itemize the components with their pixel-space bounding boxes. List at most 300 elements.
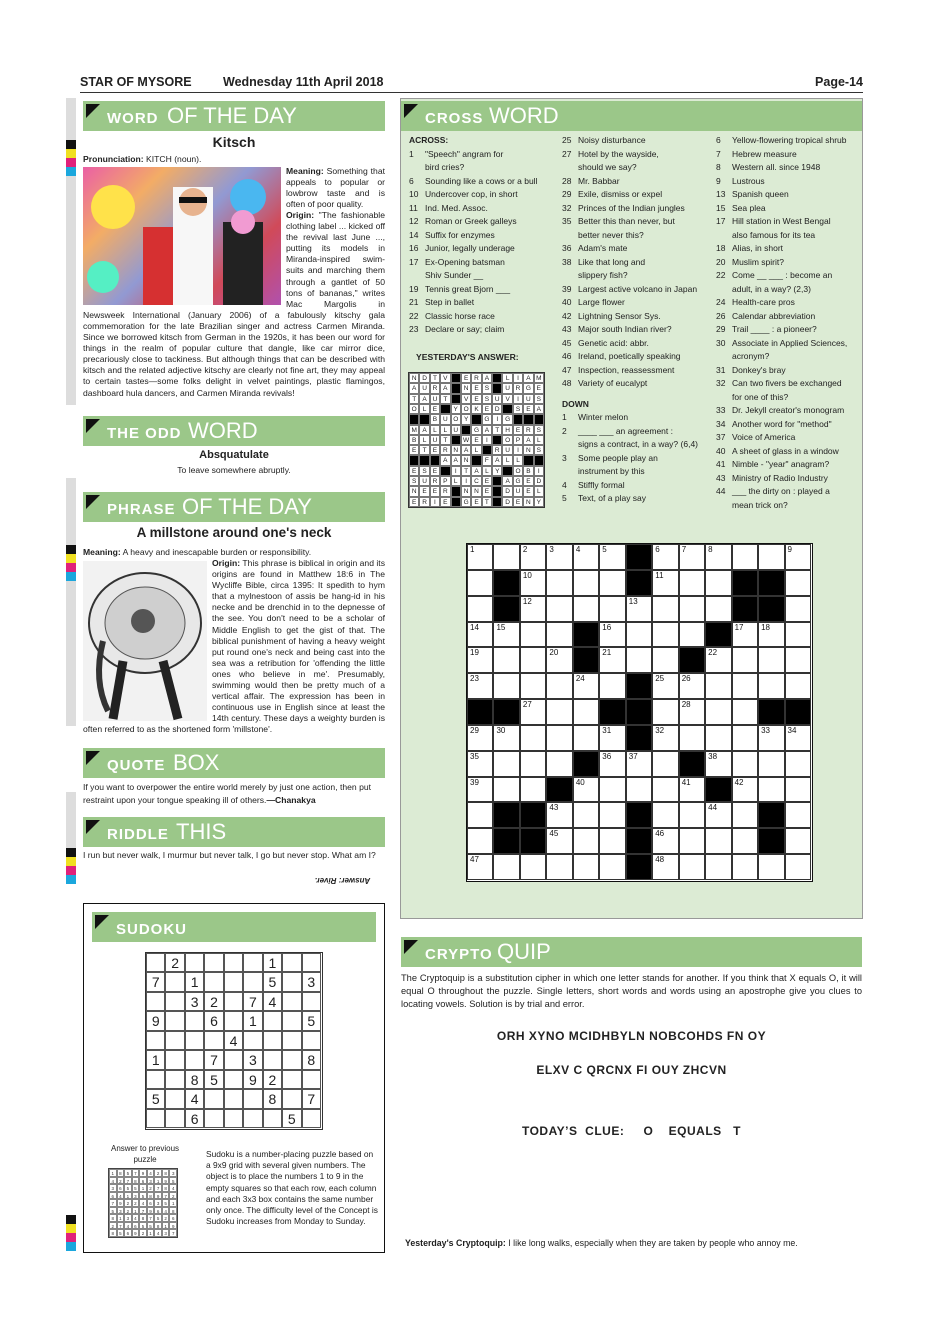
- crossword-cell[interactable]: [652, 570, 678, 596]
- sudoku-cell[interactable]: [263, 1109, 282, 1128]
- crossword-cell[interactable]: [546, 828, 572, 854]
- clue-text: Text, of a play say: [578, 493, 647, 503]
- crossword-cell[interactable]: [785, 544, 811, 570]
- crossword-cell[interactable]: [785, 854, 811, 880]
- crossword-cell[interactable]: [467, 622, 493, 648]
- clue-text: A sheet of glass in a window: [732, 445, 839, 456]
- cell-number: 18: [761, 622, 770, 632]
- sudoku-cell[interactable]: [146, 953, 165, 972]
- crossword-cell[interactable]: [546, 622, 572, 648]
- yesterday-cell: L: [513, 455, 523, 465]
- crossword-cell[interactable]: [493, 673, 519, 699]
- yesterday-cell: E: [523, 486, 533, 496]
- cell-number: 42: [734, 777, 744, 787]
- yesterday-cell: E: [523, 404, 533, 414]
- previous-sudoku-cell: 6: [139, 1177, 147, 1185]
- clue-number: 28: [562, 175, 572, 186]
- quote-author: —Chanakya: [266, 795, 316, 805]
- previous-sudoku-cell: 8: [169, 1207, 177, 1215]
- clue-text: Ireland, poetically speaking: [578, 351, 681, 361]
- sudoku-cell[interactable]: [302, 992, 321, 1011]
- previous-sudoku-cell: 5: [109, 1207, 117, 1215]
- crossword-cell[interactable]: [652, 777, 678, 803]
- sudoku-cell[interactable]: [263, 1031, 282, 1050]
- crossword-cell[interactable]: [732, 828, 758, 854]
- crossword-cell[interactable]: [573, 725, 599, 751]
- sudoku-cell[interactable]: [224, 1089, 243, 1108]
- yesterday-answer-heading: YESTERDAY'S ANSWER:: [416, 352, 519, 362]
- sudoku-cell[interactable]: [282, 992, 301, 1011]
- cell-number: 28: [681, 700, 691, 710]
- crossword-cell[interactable]: [652, 699, 678, 725]
- sudoku-cell[interactable]: [282, 953, 301, 972]
- sudoku-cell[interactable]: [165, 1031, 184, 1050]
- crossword-black-cell: [599, 699, 625, 725]
- cell-number: 25: [655, 674, 665, 684]
- crossword-cell[interactable]: [546, 647, 572, 673]
- sudoku-cell[interactable]: [224, 972, 243, 991]
- crossword-cell[interactable]: [599, 622, 625, 648]
- yesterday-cell: R: [523, 425, 533, 435]
- yesterday-cell: [502, 404, 512, 414]
- crossword-cell[interactable]: [493, 777, 519, 803]
- crossword-cell[interactable]: [679, 596, 705, 622]
- crossword-cell[interactable]: [520, 699, 546, 725]
- sudoku-cell[interactable]: [165, 972, 184, 991]
- cell-number: 37: [628, 751, 638, 761]
- crossword-black-cell: [520, 802, 546, 828]
- yesterday-cell: R: [419, 497, 429, 507]
- sudoku-cell[interactable]: [204, 1089, 223, 1108]
- yesterday-cell: A: [534, 404, 544, 414]
- crossword-cell[interactable]: [705, 596, 731, 622]
- crossword-cell[interactable]: [758, 544, 784, 570]
- crossword-cell[interactable]: [758, 647, 784, 673]
- yesterday-cell: E: [409, 445, 419, 455]
- crossword-cell[interactable]: [732, 622, 758, 648]
- sudoku-cell[interactable]: [165, 1109, 184, 1128]
- sudoku-cell[interactable]: [282, 1089, 301, 1108]
- crossword-cell[interactable]: [679, 725, 705, 751]
- previous-sudoku-cell: 8: [154, 1222, 162, 1230]
- sudoku-cell[interactable]: [282, 1070, 301, 1089]
- clue-number: 32: [562, 202, 572, 213]
- sudoku-cell[interactable]: [243, 1031, 262, 1050]
- crossword-cell[interactable]: [705, 854, 731, 880]
- crossword-cell[interactable]: [705, 570, 731, 596]
- crossword-cell[interactable]: [493, 751, 519, 777]
- clue-text: Tennis great Bjorn ___: [425, 283, 511, 294]
- sudoku-cell[interactable]: [185, 1011, 204, 1030]
- yesterday-cell: [451, 497, 461, 507]
- sudoku-cell[interactable]: [165, 992, 184, 1011]
- crossword-cell[interactable]: [732, 802, 758, 828]
- crossword-cell[interactable]: [785, 828, 811, 854]
- yesterday-cell: W: [461, 435, 471, 445]
- sudoku-cell[interactable]: [224, 1109, 243, 1128]
- crossword-cell[interactable]: [652, 854, 678, 880]
- crossword-cell[interactable]: [520, 622, 546, 648]
- pronunciation-label: Pronunciation:: [83, 154, 144, 164]
- crossword-cell[interactable]: [493, 854, 519, 880]
- crossword-cell[interactable]: [652, 596, 678, 622]
- banner-label: CROSS: [425, 110, 484, 127]
- crossword-cell[interactable]: [467, 777, 493, 803]
- crossword-cell[interactable]: [573, 570, 599, 596]
- crossword-cell[interactable]: [626, 596, 652, 622]
- yesterday-cell: E: [471, 497, 481, 507]
- crossword-cell[interactable]: [652, 828, 678, 854]
- crossword-cell[interactable]: [573, 544, 599, 570]
- banner-label: SUDOKU: [116, 921, 188, 938]
- sudoku-cell[interactable]: [204, 1031, 223, 1050]
- sudoku-cell[interactable]: [282, 1050, 301, 1069]
- previous-sudoku-cell: 5: [139, 1222, 147, 1230]
- yesterday-cell: E: [471, 435, 481, 445]
- crossword-cell[interactable]: [732, 725, 758, 751]
- crossword-cell[interactable]: [599, 570, 625, 596]
- sudoku-cell[interactable]: [165, 1050, 184, 1069]
- yesterday-cell: E: [482, 486, 492, 496]
- crossword-cell[interactable]: [467, 854, 493, 880]
- sudoku-cell[interactable]: [224, 1011, 243, 1030]
- yesterday-cell: P: [513, 435, 523, 445]
- sudoku-cell[interactable]: [302, 1070, 321, 1089]
- clue-number: 12: [409, 216, 419, 226]
- sudoku-cell[interactable]: [165, 1011, 184, 1030]
- crossword-cell[interactable]: [520, 647, 546, 673]
- crossword-cell[interactable]: [493, 622, 519, 648]
- sudoku-cell[interactable]: [224, 953, 243, 972]
- crossword-cell[interactable]: [679, 699, 705, 725]
- crossword-cell[interactable]: [705, 802, 731, 828]
- previous-sudoku-cell: 9: [169, 1222, 177, 1230]
- cell-number: 9: [787, 545, 792, 554]
- paper-name: STAR OF MYSORE: [80, 75, 192, 89]
- crossword-black-cell: [785, 699, 811, 725]
- previous-sudoku-cell: 4: [154, 1229, 162, 1237]
- crossword-cell[interactable]: [599, 725, 625, 751]
- previous-sudoku-cell: 4: [109, 1177, 117, 1185]
- crossword-cell[interactable]: [679, 828, 705, 854]
- previous-sudoku-cell: 1: [139, 1184, 147, 1192]
- crossword-cell[interactable]: [785, 622, 811, 648]
- sudoku-cell[interactable]: [146, 1070, 165, 1089]
- cell-number: 1: [470, 545, 475, 554]
- yesterday-cell: B: [523, 466, 533, 476]
- clue-item: [716, 256, 861, 270]
- clue-item: [562, 310, 712, 324]
- crossword-cell[interactable]: [493, 647, 519, 673]
- crossword-cell[interactable]: [546, 544, 572, 570]
- crossword-cell[interactable]: [652, 802, 678, 828]
- crossword-cell[interactable]: [679, 777, 705, 803]
- sudoku-cell: 6: [204, 1011, 223, 1030]
- clue-number: 32: [716, 378, 726, 388]
- yesterday-cell: E: [430, 404, 440, 414]
- crossword-cell[interactable]: [599, 751, 625, 777]
- sudoku-cell[interactable]: [282, 972, 301, 991]
- crossword-cell[interactable]: [652, 673, 678, 699]
- crossword-cell[interactable]: [626, 647, 652, 673]
- crossword-cell[interactable]: [599, 802, 625, 828]
- crossword-cell[interactable]: [599, 673, 625, 699]
- crossword-cell[interactable]: [679, 622, 705, 648]
- clue-number: 41: [716, 459, 726, 469]
- crossword-cell[interactable]: [705, 725, 731, 751]
- crossword-cell[interactable]: [626, 777, 652, 803]
- yesterday-cell: E: [513, 497, 523, 507]
- cell-number: 19: [470, 648, 479, 658]
- crossword-cell[interactable]: [467, 828, 493, 854]
- crossword-cell[interactable]: [573, 802, 599, 828]
- crossword-cell[interactable]: [546, 673, 572, 699]
- crossword-cell[interactable]: [467, 647, 493, 673]
- previous-sudoku-cell: 7: [117, 1222, 125, 1230]
- clue-text: better never this?: [578, 229, 644, 240]
- crossword-cell[interactable]: [679, 673, 705, 699]
- sudoku-cell[interactable]: [282, 1031, 301, 1050]
- crossword-cell[interactable]: [679, 570, 705, 596]
- crossword-cell[interactable]: [652, 622, 678, 648]
- sudoku-cell[interactable]: [224, 1070, 243, 1089]
- sudoku-cell[interactable]: [302, 1031, 321, 1050]
- crossword-cell[interactable]: [467, 570, 493, 596]
- crossword-cell[interactable]: [732, 777, 758, 803]
- crossword-cell[interactable]: [652, 647, 678, 673]
- crossword-cell[interactable]: [626, 751, 652, 777]
- crossword-cell[interactable]: [546, 802, 572, 828]
- crossword-cell[interactable]: [573, 673, 599, 699]
- yesterday-cell: B: [409, 435, 419, 445]
- yesterday-cell: A: [451, 455, 461, 465]
- sudoku-cell[interactable]: [243, 972, 262, 991]
- cell-number: 44: [708, 803, 718, 813]
- yesterday-cell: P: [440, 476, 450, 486]
- yesterday-cell: A: [461, 445, 471, 455]
- cell-number: 11: [655, 570, 664, 580]
- crossword-cell[interactable]: [467, 544, 493, 570]
- yesterday-cell: [513, 414, 523, 424]
- yesterday-cell: T: [461, 466, 471, 476]
- previous-sudoku-cell: 2: [169, 1192, 177, 1200]
- crossword-cell[interactable]: [705, 673, 731, 699]
- crossword-cell[interactable]: [520, 751, 546, 777]
- previous-sudoku-cell: 2: [154, 1169, 162, 1177]
- sudoku-cell[interactable]: [204, 972, 223, 991]
- yesterday-cell: L: [482, 466, 492, 476]
- crossword-cell[interactable]: [599, 647, 625, 673]
- crossword-cell[interactable]: [467, 725, 493, 751]
- crossword-cell[interactable]: [785, 751, 811, 777]
- previous-sudoku-cell: 1: [132, 1207, 140, 1215]
- crossword-cell[interactable]: [467, 673, 493, 699]
- crossword-cell[interactable]: [467, 802, 493, 828]
- crossword-cell[interactable]: [573, 699, 599, 725]
- crossword-cell[interactable]: [493, 544, 519, 570]
- previous-sudoku-cell: 7: [109, 1199, 117, 1207]
- crossword-cell[interactable]: [599, 854, 625, 880]
- crossword-cell[interactable]: [520, 725, 546, 751]
- yesterday-cell: A: [502, 476, 512, 486]
- sudoku-cell[interactable]: [243, 953, 262, 972]
- clue-number: 3: [562, 452, 567, 463]
- crossword-cell[interactable]: [520, 570, 546, 596]
- crossword-cell[interactable]: [652, 751, 678, 777]
- sudoku-cell[interactable]: [302, 1109, 321, 1128]
- clue-number: 47: [562, 364, 572, 375]
- crossword-cell[interactable]: [652, 544, 678, 570]
- clue-number: 20: [716, 256, 726, 267]
- sudoku-cell[interactable]: [263, 1011, 282, 1030]
- crossword-cell[interactable]: [520, 854, 546, 880]
- sudoku-cell[interactable]: [146, 1031, 165, 1050]
- crossword-cell[interactable]: [599, 544, 625, 570]
- crossword-cell[interactable]: [493, 725, 519, 751]
- crossword-cell[interactable]: [705, 751, 731, 777]
- sudoku-cell[interactable]: [146, 1109, 165, 1128]
- sudoku-cell[interactable]: [302, 953, 321, 972]
- crossword-cell[interactable]: [520, 777, 546, 803]
- crossword-cell[interactable]: [758, 725, 784, 751]
- clue-text: Noisy disturbance: [578, 135, 646, 145]
- crossword-cell[interactable]: [679, 854, 705, 880]
- crossword-cell[interactable]: [546, 854, 572, 880]
- clue-item: [716, 337, 861, 351]
- sudoku-cell[interactable]: [204, 953, 223, 972]
- crossword-cell[interactable]: [573, 596, 599, 622]
- crossword-cell[interactable]: [679, 544, 705, 570]
- crossword-cell[interactable]: [758, 777, 784, 803]
- yesterday-cell: M: [534, 373, 544, 383]
- crossword-cell[interactable]: [546, 570, 572, 596]
- crossword-cell[interactable]: [546, 725, 572, 751]
- yesterday-cell: [440, 466, 450, 476]
- sudoku-cell[interactable]: [185, 1050, 204, 1069]
- crossword-cell[interactable]: [652, 725, 678, 751]
- sudoku-cell[interactable]: [204, 1109, 223, 1128]
- crossword-cell[interactable]: [573, 854, 599, 880]
- crossword-cell[interactable]: [705, 699, 731, 725]
- previous-sudoku-cell: 5: [154, 1214, 162, 1222]
- crossword-cell[interactable]: [732, 544, 758, 570]
- yesterday-cell: [492, 476, 502, 486]
- crossword-cell[interactable]: [705, 647, 731, 673]
- sudoku-cell[interactable]: [263, 1050, 282, 1069]
- crossword-cell[interactable]: [573, 828, 599, 854]
- yesterday-cell: O: [502, 435, 512, 445]
- crossword-black-cell: [705, 777, 731, 803]
- clue-text: Nimble - "year" anagram?: [732, 459, 830, 469]
- yesterday-cell: N: [471, 486, 481, 496]
- crossword-cell[interactable]: [573, 777, 599, 803]
- crossword-cell[interactable]: [599, 596, 625, 622]
- clue-number: 17: [409, 256, 419, 267]
- crossword-cell[interactable]: [758, 673, 784, 699]
- sudoku-cell[interactable]: [224, 992, 243, 1011]
- clue-text: Shiv Sunder __: [425, 270, 484, 280]
- crossword-cell[interactable]: [785, 777, 811, 803]
- crossword-cell[interactable]: [546, 596, 572, 622]
- crossword-cell[interactable]: [679, 802, 705, 828]
- sudoku-cell[interactable]: [243, 1109, 262, 1128]
- crossword-cell[interactable]: [732, 699, 758, 725]
- clue-text: Calendar abbreviation: [732, 310, 816, 321]
- cell-number: 6: [655, 545, 660, 554]
- crossword-cell[interactable]: [785, 725, 811, 751]
- crossword-cell[interactable]: [546, 751, 572, 777]
- previous-answer-label: Answer to previous puzzle: [110, 1144, 180, 1164]
- crossword-cell[interactable]: [785, 647, 811, 673]
- clue-text: Adam's mate: [578, 243, 628, 253]
- crossword-cell[interactable]: [705, 828, 731, 854]
- clue-item: [562, 256, 712, 270]
- clue-item: [716, 242, 861, 256]
- clue-number: 36: [562, 243, 572, 253]
- crossword-cell[interactable]: [520, 596, 546, 622]
- sudoku-cell[interactable]: [282, 1011, 301, 1030]
- crossword-black-cell: [520, 828, 546, 854]
- clue-text: Princes of the Indian jungles: [578, 202, 685, 213]
- crossword-cell[interactable]: [732, 854, 758, 880]
- clue-item: [716, 188, 861, 202]
- crossword-cell[interactable]: [732, 647, 758, 673]
- sudoku-cell[interactable]: [165, 1089, 184, 1108]
- crossword-cell[interactable]: [467, 751, 493, 777]
- yesterday-cell: U: [440, 414, 450, 424]
- sudoku-cell[interactable]: [185, 1031, 204, 1050]
- cryptoquip-line-2: ELXV C QRCNX FI OUY ZHCVN: [536, 1063, 727, 1077]
- yesterday-cell: T: [430, 373, 440, 383]
- crossword-cell[interactable]: [705, 544, 731, 570]
- crossword-cell[interactable]: [520, 544, 546, 570]
- crossword-cell[interactable]: [785, 802, 811, 828]
- sudoku-cell[interactable]: [185, 953, 204, 972]
- clue-item: [562, 242, 712, 256]
- crossword-cell[interactable]: [785, 596, 811, 622]
- crossword-black-cell: [732, 570, 758, 596]
- sudoku-cell[interactable]: [146, 992, 165, 1011]
- previous-sudoku-cell: 5: [147, 1222, 155, 1230]
- previous-sudoku-cell: 7: [162, 1192, 170, 1200]
- crossword-cell[interactable]: [520, 673, 546, 699]
- crossword-cell[interactable]: [758, 751, 784, 777]
- sudoku-cell[interactable]: [243, 1089, 262, 1108]
- crossword-cell[interactable]: [732, 673, 758, 699]
- crossword-cell[interactable]: [546, 699, 572, 725]
- clue-item: [716, 418, 861, 432]
- crossword-cell[interactable]: [599, 777, 625, 803]
- crossword-cell[interactable]: [599, 828, 625, 854]
- crossword-cell[interactable]: [785, 570, 811, 596]
- crossword-black-cell: [626, 544, 652, 570]
- sudoku-cell[interactable]: [165, 1070, 184, 1089]
- sudoku-cell: 6: [185, 1109, 204, 1128]
- previous-sudoku-cell: 5: [139, 1192, 147, 1200]
- clue-number: 6: [716, 135, 721, 145]
- yesterday-cell: [492, 497, 502, 507]
- yesterday-cell: D: [492, 404, 502, 414]
- previous-sudoku-cell: 6: [147, 1199, 155, 1207]
- word-of-the-day-banner: [83, 101, 385, 131]
- crossword-cell[interactable]: [758, 622, 784, 648]
- crossword-cell[interactable]: [732, 751, 758, 777]
- crossword-cell[interactable]: [467, 596, 493, 622]
- crossword-cell[interactable]: [626, 622, 652, 648]
- crossword-cell[interactable]: [785, 673, 811, 699]
- crossword-cell[interactable]: [758, 854, 784, 880]
- sudoku-cell[interactable]: [224, 1050, 243, 1069]
